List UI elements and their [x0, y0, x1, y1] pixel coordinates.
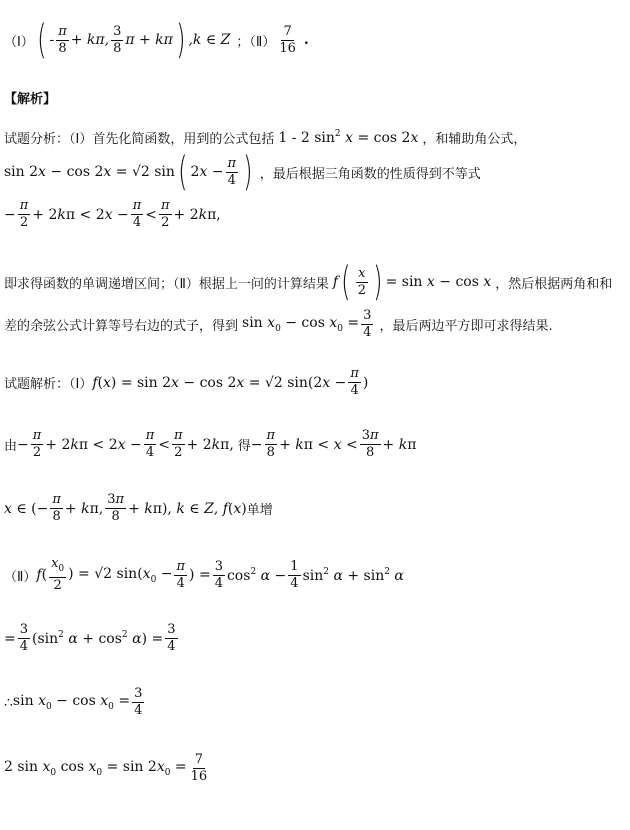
analysis-line-2: sin 2x − cos 2x = √2 sin ( 2x − $\frac{\pi}{4}$ ) ，最后根据三角函数的性质得到不等式	[4, 149, 481, 195]
section-title: 【解析】	[4, 92, 57, 107]
analysis-intro-tail: ，和辅助角公式，	[422, 132, 527, 147]
answer-open-paren: (	[36, 17, 47, 63]
solution-part2: （Ⅱ）	[4, 569, 37, 585]
answer-part2-label: ；（Ⅱ）	[236, 34, 276, 50]
therefore-symbol: ∴	[4, 694, 13, 711]
analysis-line5-text2: ，最后两边平方即可求得结果.	[379, 319, 553, 334]
answer-plus-kpi2: π + kπ	[125, 32, 173, 48]
analysis-inequality: − $\frac{\pi}{2}$ + 2kπ < 2x − $\frac{\pi}{4}$ < $\frac{\pi}{2}$ + 2kπ,	[4, 198, 221, 230]
answer-close-paren: )	[175, 17, 186, 63]
solution-intro: 试题解析：（Ⅰ）	[4, 377, 93, 392]
analysis-line-4: 即求得函数的单调递增区间；（Ⅱ）根据上一问的计算结果 f ( $\frac{x}{2}$ ) = sin x − cos x ，然后根据两角和和	[4, 259, 613, 305]
answer-line	[4, 17, 309, 63]
answer-frac-7-16: $\frac{7}{16}$	[279, 23, 296, 56]
solution-get: 得	[237, 439, 251, 454]
analysis-line2-tail: ，最后根据三角函数的性质得到不等式	[259, 166, 481, 182]
answer-frac-3-8: $\frac{3}{8}$	[113, 23, 122, 56]
solution-unit: 单增	[246, 503, 273, 518]
answer-k-in-z: ,k ∈ Z	[188, 32, 231, 48]
analysis-line4-text1: 即求得函数的单调递增区间；（Ⅱ）根据上一问的计算结果	[4, 276, 329, 292]
solution-line-6: ∴ $\sin x_0 - \cos x_0$ = $\frac{3}{4}$	[4, 686, 143, 718]
analysis-frac-pi-4: $\frac{\pi}{4}$	[227, 155, 237, 188]
solution-line-5: = $\frac{3}{4}$ ($\sin^2$ $\alpha + \cos^2 \alpha$) = $\frac{3}{4}$	[4, 622, 176, 654]
analysis-sin-cos-expr: sin 2x − cos 2x = √2 sin	[4, 164, 175, 180]
analysis-line5-text1: 差的余弦公式计算等号右边的式子，得到	[4, 319, 239, 334]
analysis-formula1: 1 - 2 $\sin^2 x = \cos 2x$	[278, 129, 419, 146]
analysis-line4-rhs: = sin x − cos x	[385, 274, 492, 290]
answer-neg: -	[49, 32, 55, 48]
analysis-intro: 试题分析：（Ⅰ）首先化简函数，用到的公式包括	[4, 132, 275, 147]
answer-plus-kpi: + kπ,	[70, 32, 110, 48]
solution-line-4: （Ⅱ） f( $\frac{x_0}{2}$ ) = √2 $\sin(x_0$ − $\frac{\pi}{4}$ ) = $\frac{3}{4}$ $\cos^2 \alpha$ − $\frac{1}{4}$ $\sin^2 \alpha + \sin^2 \alpha$	[4, 556, 404, 593]
analysis-line-5: 差的余弦公式计算等号右边的式子，得到 $\sin x_0 - \cos x_0$ = $\frac{3}{4}$ ，最后两边平方即可求得结果.	[4, 308, 553, 340]
solution-line-7: 2 $\sin x_0$ $\cos x_0 = \sin 2x_0$ = $\frac{7}{16}$	[4, 752, 208, 784]
analysis-line4-text2: ，然后根据两角和和	[495, 276, 613, 292]
answer-part1-label: （Ⅰ）	[4, 34, 34, 50]
answer-period: .	[303, 32, 309, 48]
solution-line-2: 由 − $\frac{\pi}{2}$ + 2kπ < 2x − $\frac{\pi}{4}$ < $\frac{\pi}{2}$ + 2kπ, 得 − $\frac{\pi}{8}$ + kπ < x < $\frac{3\pi}{8}$ + kπ	[4, 428, 417, 460]
analysis-line-1	[4, 128, 526, 147]
analysis-inner: 2x −	[190, 164, 224, 180]
answer-frac-pi-8: $\frac{\pi}{8}$	[58, 23, 67, 56]
solution-line-3: x ∈ (− $\frac{\pi}{8}$ + kπ, $\frac{3\pi}{8}$ + kπ), k ∈ Z, f(x) 单增	[4, 492, 273, 524]
solution-by: 由	[4, 439, 18, 454]
solution-line-1: 试题解析：（Ⅰ） f(x) = sin 2x − cos 2x = √2 sin(2x − $\frac{\pi}{4}$ )	[4, 366, 369, 398]
